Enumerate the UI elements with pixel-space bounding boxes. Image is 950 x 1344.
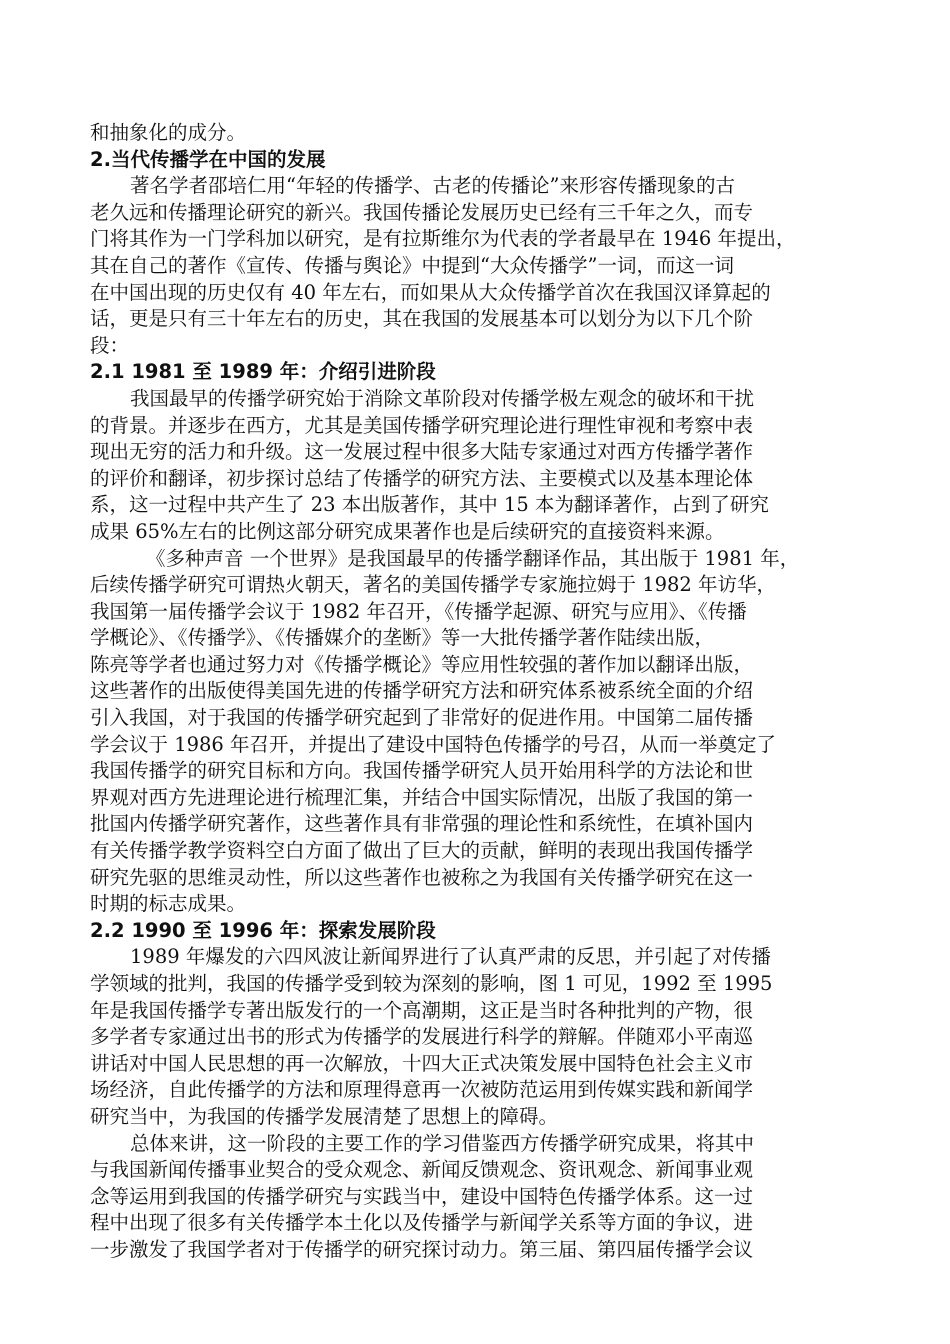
text-line: 话，更是只有三十年左右的历史，其在我国的发展基本可以划分为以下几个阶 [90,307,754,331]
text-line: 念等运用到我国的传播学研究与实践当中，建设中国特色传播学体系。这一过 [90,1184,754,1208]
text-line: 学会议于 1986 年召开，并提出了建设中国特色传播学的号召，从而一举奠定了 [90,732,777,756]
text-line: 有关传播学教学资料空白方面了做出了巨大的贡献，鲜明的表现出我国传播学 [90,839,754,863]
text-line: 总体来讲，这一阶段的主要工作的学习借鉴西方传播学研究成果，将其中 [130,1131,755,1155]
text-line: 后续传播学研究可谓热火朝天，著名的美国传播学专家施拉姆于 1982 年访华， [90,573,777,597]
text-line: 和抽象化的成分。 [90,121,247,144]
section-heading: 2.当代传播学在中国的发展 [90,147,326,171]
text-line: 著名学者邵培仁用“年轻的传播学、古老的传播论”来形容传播现象的古 [130,174,735,198]
section-heading: 2.2 1990 至 1996 年：探索发展阶段 [90,918,436,942]
text-line: 我国第一届传播学会议于 1982 年召开，《传播学起源、研究与应用》、《传播 [90,599,747,623]
text-line: 的评价和翻译，初步探讨总结了传播学的研究方法、主要模式以及基本理论体 [90,466,754,490]
text-line: 《多种声音 一个世界》是我国最早的传播学翻译作品，其出版于 1981 年， [146,546,800,570]
text-line: 成果 65%左右的比例这部分研究成果著作也是后续研究的直接资料来源。 [90,519,725,543]
text-line: 我国最早的传播学研究始于消除文革阶段对传播学极左观念的破坏和干扰 [130,386,755,410]
text-line: 学领域的批判，我国的传播学受到较为深刻的影响，图 1 可见，1992 至 1995 [90,972,773,995]
text-line: 程中出现了很多有关传播学本土化以及传播学与新闻学关系等方面的争议，进 [90,1211,754,1235]
text-line: 年是我国传播学专著出版发行的一个高潮期，这正是当时各种批判的产物，很 [90,998,754,1022]
text-line: 引入我国，对于我国的传播学研究起到了非常好的促进作用。中国第二届传播 [90,706,754,730]
text-line: 一步激发了我国学者对于传播学的研究探讨动力。第三届、第四届传播学会议 [90,1237,754,1261]
text-line: 时期的标志成果。 [90,892,247,916]
text-line: 学概论》、《传播学》、《传播媒介的垄断》等一大批传播学著作陆续出版， [90,626,715,650]
text-line: 在中国出现的历史仅有 40 年左右，而如果从大众传播学首次在我国汉译算起的 [90,280,771,304]
text-line: 界观对西方先进理论进行梳理汇集，并结合中国实际情况，出版了我国的第一 [90,785,754,809]
text-line: 这些著作的出版使得美国先进的传播学研究方法和研究体系被系统全面的介绍 [90,679,754,703]
text-line: 段： [90,333,130,357]
text-line: 其在自己的著作《宣传、传播与舆论》中提到“大众传播学”一词，而这一词 [90,253,734,277]
text-line: 现出无穷的活力和升级。这一发展过程中很多大陆专家通过对西方传播学著作 [90,440,754,464]
text-line: 研究当中，为我国的传播学发展清楚了思想上的障碍。 [90,1104,559,1128]
text-line: 讲话对中国人民思想的再一次解放，十四大正式决策发展中国特色社会主义市 [90,1051,754,1075]
text-line: 场经济，自此传播学的方法和原理得意再一次被防范运用到传媒实践和新闻学 [90,1078,754,1102]
text-line: 系，这一过程中共产生了 23 本出版著作，其中 15 本为翻译著作，占到了研究 [90,493,769,517]
section-heading: 2.1 1981 至 1989 年：介绍引进阶段 [90,360,436,384]
text-line: 1989 年爆发的六四风波让新闻界进行了认真严肃的反思，并引起了对传播 [130,945,771,969]
text-line: 陈亮等学者也通过努力对《传播学概论》等应用性较强的著作加以翻译出版， [90,652,754,676]
text-line: 研究先驱的思维灵动性，所以这些著作也被称之为我国有关传播学研究在这一 [90,865,754,889]
text-line: 批国内传播学研究著作，这些著作具有非常强的理论性和系统性，在填补国内 [90,812,754,836]
text-line: 多学者专家通过出书的形式为传播学的发展进行科学的辩解。伴随邓小平南巡 [90,1025,754,1049]
text-line: 的背景。并逐步在西方，尤其是美国传播学研究理论进行理性审视和考察中表 [90,413,754,437]
text-line: 老久远和传播理论研究的新兴。我国传播论发展历史已经有三千年之久，而专 [90,200,754,224]
text-line: 我国传播学的研究目标和方向。我国传播学研究人员开始用科学的方法论和世 [90,759,754,783]
text-line: 与我国新闻传播事业契合的受众观念、新闻反馈观念、资讯观念、新闻事业观 [90,1158,754,1182]
text-line: 门将其作为一门学科加以研究，是有拉斯维尔为代表的学者最早在 1946 年提出， [90,227,796,251]
document-page [90,120,860,1264]
